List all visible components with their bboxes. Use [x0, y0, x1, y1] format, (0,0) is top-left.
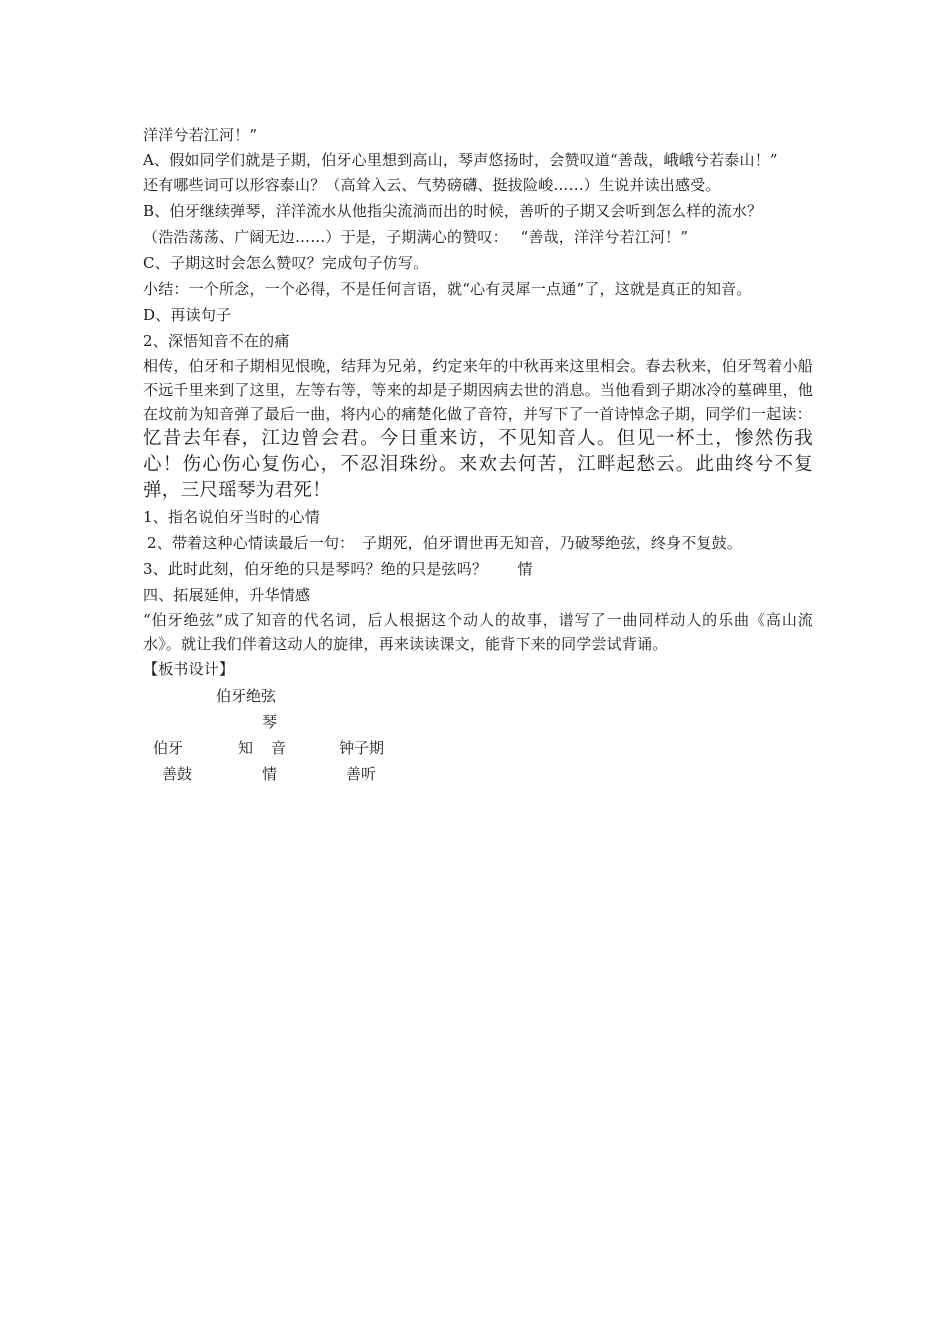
board-design-heading: 【板书设计】 [143, 660, 235, 678]
text-paragraph: “伯牙绝弦”成了知音的代名词，后人根据这个动人的故事，谱写了一曲同样动人的乐曲《高山流水》。就让我们伴着这动人的旋律，再来读读课文，能背下来的同学尝试背诵。 [143, 611, 813, 653]
board-title: 伯牙绝弦 [216, 687, 277, 705]
text-line: C、子期这时会怎么赞叹？完成句子仿写。 [143, 254, 429, 272]
board-yin: 音 [271, 739, 287, 757]
text-line: （浩浩荡荡、广阔无边……）于是，子期满心的赞叹： “善哉，洋洋兮若江河！” [143, 228, 689, 246]
text-line: 2、带着这种心情读最后一句： 子期死，伯牙谓世再无知音，乃破琴绝弦，终身不复鼓。 [147, 534, 743, 552]
board-qin: 琴 [262, 713, 278, 731]
board-shanting: 善听 [346, 765, 377, 783]
text-line: 1、指名说伯牙当时的心情 [143, 508, 320, 526]
text-line: 还有哪些词可以形容泰山？（高耸入云、气势磅礴、挺拔险峻……）生说并读出感受。 [143, 176, 721, 194]
section-heading: 2、深悟知音不在的痛 [143, 332, 290, 350]
board-shangu: 善鼓 [162, 765, 193, 783]
board-boya: 伯牙 [153, 739, 184, 757]
board-zhi: 知 [238, 739, 254, 757]
board-design [143, 684, 813, 788]
text-line: 洋洋兮若江河！” [143, 126, 258, 144]
text-line: 小结：一个所念，一个必得，不是任何言语，就“心有灵犀一点通”了，这就是真正的知音。 [143, 280, 752, 298]
text-line: D、再读句子 [143, 306, 232, 324]
document-content [143, 122, 813, 788]
text-line: 3、此时此刻，伯牙绝的只是琴吗？绝的只是弦吗？ 情 [143, 560, 533, 578]
board-qing: 情 [262, 765, 278, 783]
story-paragraph: 相传，伯牙和子期相见恨晚，结拜为兄弟，约定来年的中秋再来这里相会。春去秋来，伯牙驾着小船不远千里来到了这里，左等右等，等来的却是子期因病去世的消息。当他看到子期冰冷的墓碑里，他在坟前为知音弹了最后一曲，将内心的痛楚化做了音符，并写下了一首诗悼念子期，同学们一起读： [143, 357, 813, 423]
section-heading: 四、拓展延伸，升华情感 [143, 586, 311, 604]
poem: 忆昔去年春，江边曾会君。今日重来访，不见知音人。但见一杯土，惨然伤我心！伤心伤心复伤心，不忍泪珠纷。来欢去何苦，江畔起愁云。此曲终兮不复弹，三尺瑶琴为君死！ [143, 428, 813, 501]
board-zhong-ziqi: 钟子期 [339, 739, 385, 757]
text-line: B、伯牙继续弹琴，洋洋流水从他指尖流淌而出的时候，善听的子期又会听到怎么样的流水？ [143, 202, 763, 220]
text-paragraph: A、假如同学们就是子期，伯牙心里想到高山，琴声悠扬时，会赞叹道“善哉，峨峨兮若泰山！” [143, 151, 778, 169]
